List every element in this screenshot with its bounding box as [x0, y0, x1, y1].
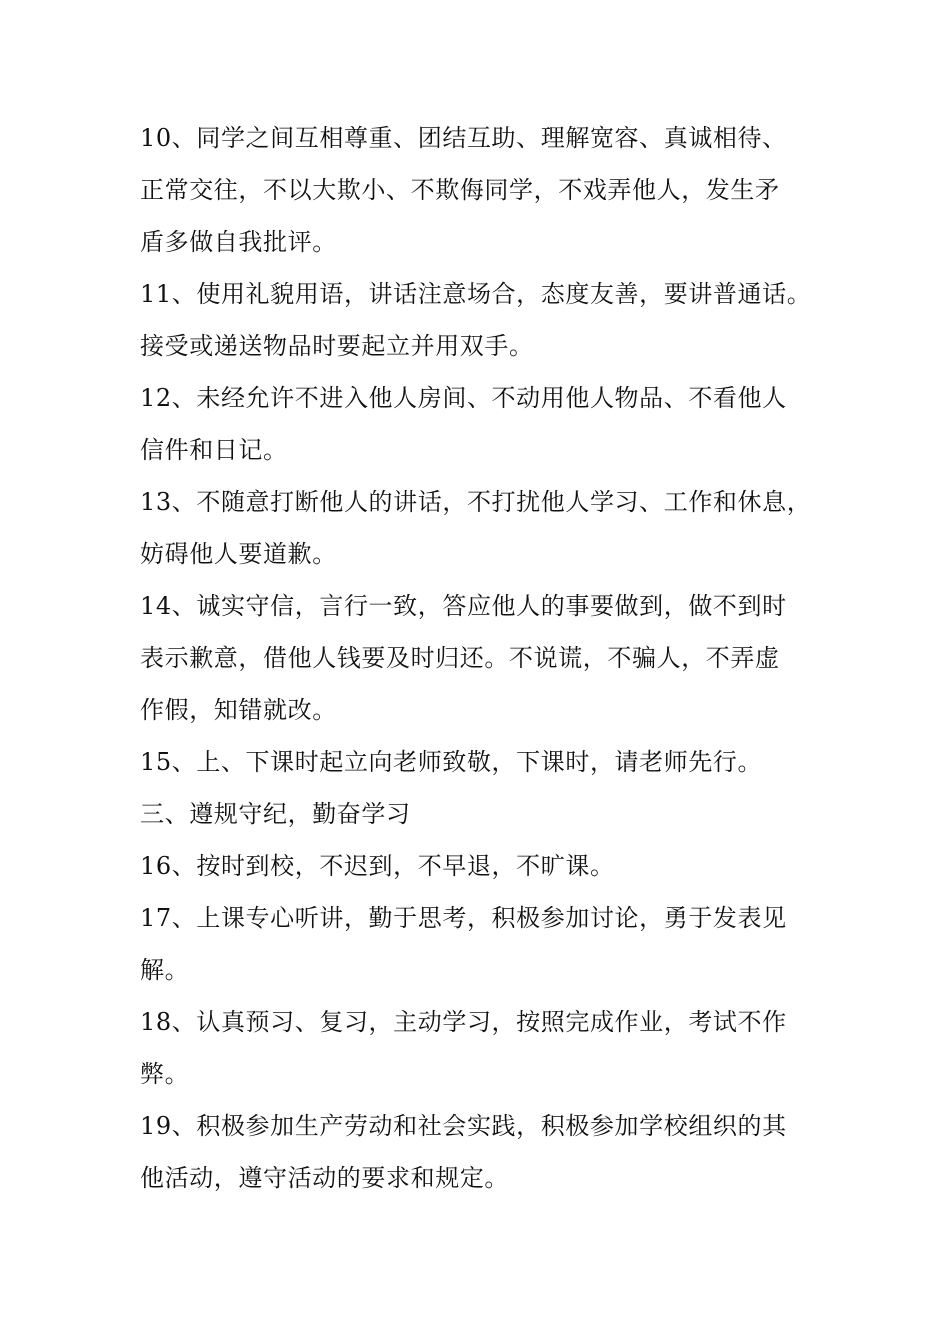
- paragraph-11: [140, 268, 830, 372]
- section-heading-3: [140, 788, 830, 840]
- paragraph-17: [140, 892, 830, 996]
- paragraph-13: [140, 476, 830, 580]
- paragraph-line: 14、诚实守信，言行一致，答应他人的事要做到，做不到时: [140, 592, 787, 620]
- paragraph-line: 12、未经允许不进入他人房间、不动用他人物品、不看他人: [140, 384, 787, 412]
- paragraph-line: 16、按时到校，不迟到，不早退，不旷课。: [140, 852, 615, 880]
- document-body: [140, 112, 830, 1204]
- paragraph-line: 13、不随意打断他人的讲话，不打扰他人学习、工作和休息，: [140, 488, 812, 516]
- paragraph-12: [140, 372, 830, 476]
- paragraph-16: [140, 840, 830, 892]
- paragraph-line: 18、认真预习、复习，主动学习，按照完成作业，考试不作: [140, 1008, 787, 1036]
- paragraph-line: 接受或递送物品时要起立并用双手。: [140, 332, 534, 360]
- paragraph-line: 15、上、下课时起立向老师致敬，下课时，请老师先行。: [140, 748, 763, 776]
- paragraph-line: 妨碍他人要道歉。: [140, 540, 337, 568]
- paragraph-10: [140, 112, 830, 268]
- paragraph-line: 19、积极参加生产劳动和社会实践，积极参加学校组织的其: [140, 1112, 787, 1140]
- paragraph-19: [140, 1100, 830, 1204]
- paragraph-line: 弊。: [140, 1060, 190, 1088]
- paragraph-line: 表示歉意，借他人钱要及时归还。不说谎，不骗人，不弄虚: [140, 644, 780, 672]
- section-heading-line: 三、遵规守纪，勤奋学习: [140, 800, 411, 828]
- paragraph-14: [140, 580, 830, 736]
- paragraph-15: [140, 736, 830, 788]
- paragraph-line: 信件和日记。: [140, 436, 288, 464]
- paragraph-line: 盾多做自我批评。: [140, 228, 337, 256]
- paragraph-line: 17、上课专心听讲，勤于思考，积极参加讨论，勇于发表见: [140, 904, 787, 932]
- paragraph-line: 作假，知错就改。: [140, 696, 337, 724]
- paragraph-line: 10、同学之间互相尊重、团结互助、理解宽容、真诚相待、: [140, 124, 787, 152]
- paragraph-line: 正常交往，不以大欺小、不欺侮同学，不戏弄他人，发生矛: [140, 176, 780, 204]
- paragraph-line: 11、使用礼貌用语，讲话注意场合，态度友善，要讲普通话。: [140, 280, 812, 308]
- paragraph-line: 他活动，遵守活动的要求和规定。: [140, 1164, 509, 1192]
- paragraph-line: 解。: [140, 956, 190, 984]
- paragraph-18: [140, 996, 830, 1100]
